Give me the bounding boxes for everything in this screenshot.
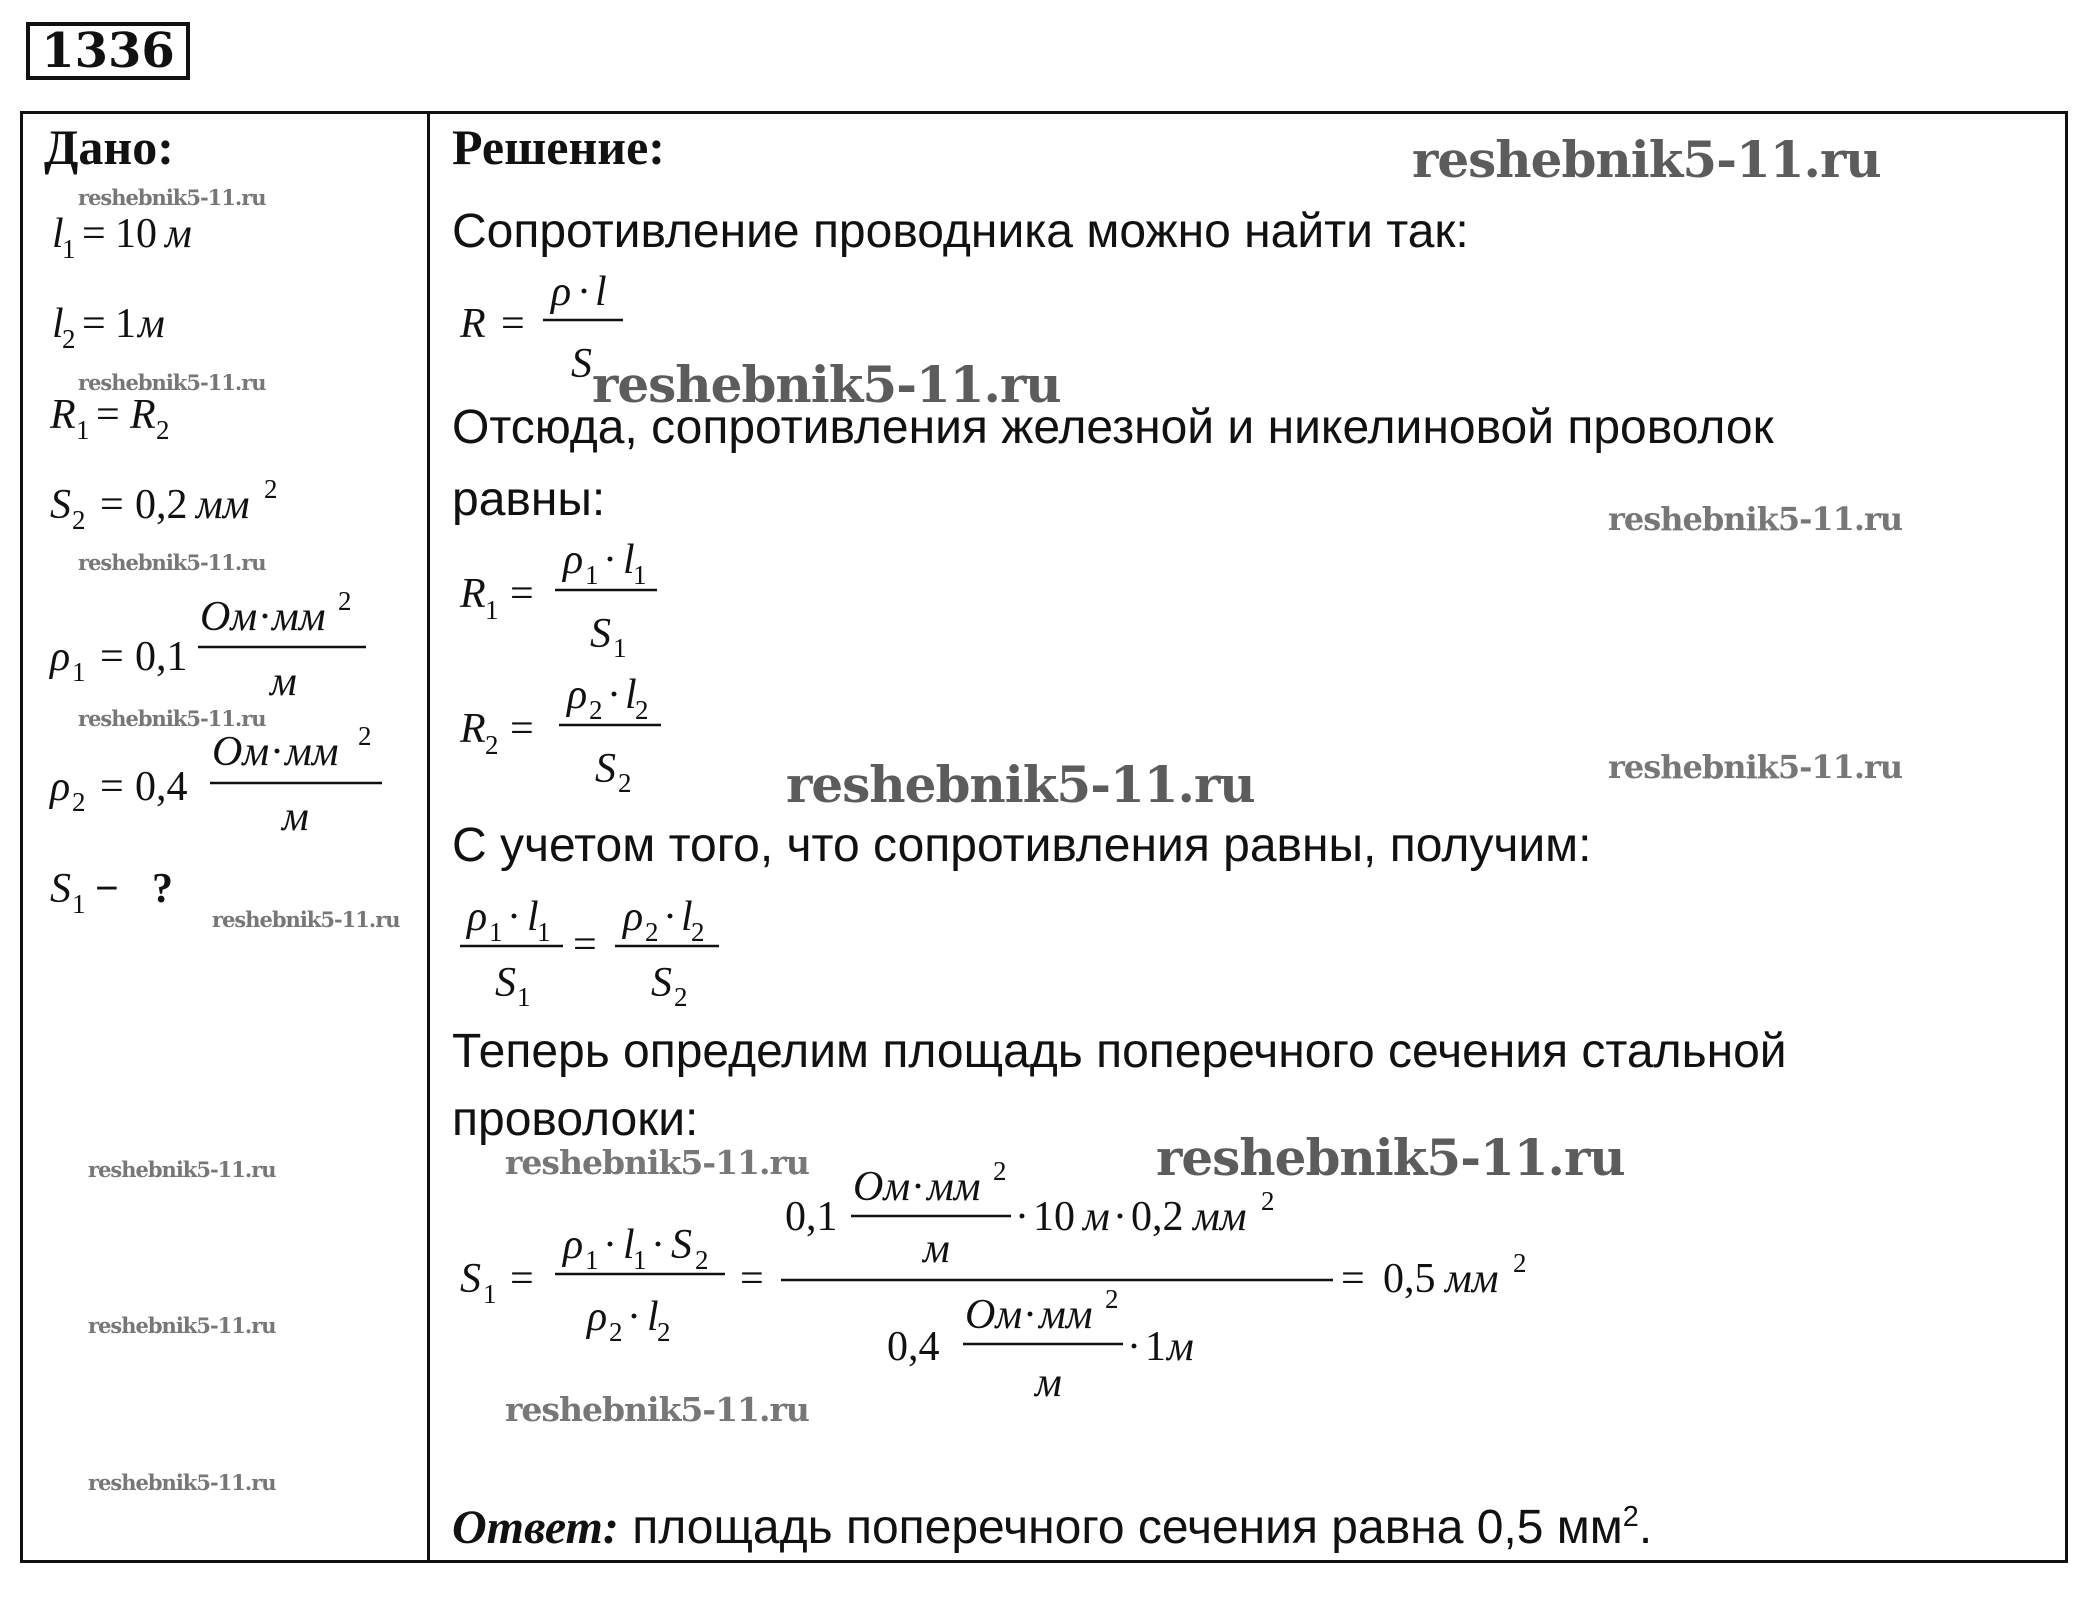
svg-text:S: S (651, 960, 672, 1006)
watermark: reshebnik5-11.ru (786, 755, 1255, 814)
svg-text:R: R (460, 706, 486, 752)
solution-line-4: С учетом того, что сопротивления равны, получим: (452, 819, 1592, 872)
svg-text:·: · (603, 1222, 617, 1268)
svg-text:1: 1 (585, 560, 599, 590)
watermark: reshebnik5-11.ru (78, 370, 266, 395)
watermark: reshebnik5-11.ru (1608, 748, 1903, 786)
svg-text:ρ: ρ (563, 1222, 584, 1268)
svg-text:2: 2 (264, 474, 278, 504)
svg-text:=: = (82, 211, 106, 257)
formula-equality (455, 878, 755, 1018)
svg-text:2: 2 (993, 1156, 1007, 1186)
answer-text: площадь поперечного сечения равна 0,5 мм (632, 1501, 1623, 1554)
svg-text:2: 2 (338, 586, 352, 616)
svg-text:=: = (96, 392, 120, 438)
given-header: Дано: (44, 119, 174, 175)
svg-text:2: 2 (156, 415, 170, 445)
given-find (40, 850, 240, 930)
svg-text:1: 1 (585, 1245, 599, 1275)
svg-text:2: 2 (1105, 1284, 1119, 1314)
svg-text:R: R (460, 571, 486, 617)
watermark: reshebnik5-11.ru (505, 1390, 809, 1429)
svg-text:1: 1 (115, 301, 136, 347)
svg-text:2: 2 (618, 768, 632, 798)
watermark: reshebnik5-11.ru (1156, 1128, 1625, 1187)
svg-text:ρ: ρ (587, 1294, 608, 1340)
svg-text:S: S (595, 746, 616, 792)
svg-text:=: = (100, 634, 124, 680)
svg-text:1: 1 (1145, 1324, 1166, 1370)
svg-text:1: 1 (485, 595, 499, 625)
svg-text:·: · (603, 537, 617, 583)
svg-text:мм: мм (196, 482, 250, 528)
watermark: reshebnik5-11.ru (78, 706, 266, 731)
svg-text:2: 2 (72, 505, 86, 535)
svg-text:l: l (625, 672, 637, 718)
solution-line-1: Сопротивление проводника можно найти так: (452, 205, 1469, 258)
given-l1 (52, 211, 192, 264)
svg-text:·: · (627, 1294, 641, 1340)
column-divider (427, 111, 430, 1563)
svg-text:0,2: 0,2 (135, 482, 188, 528)
svg-text:·: · (258, 594, 272, 640)
watermark: reshebnik5-11.ru (505, 1143, 809, 1182)
solution-line-3: равны: (452, 473, 606, 526)
svg-text:1: 1 (537, 917, 551, 947)
watermark: reshebnik5-11.ru (88, 1470, 276, 1495)
svg-text:l: l (527, 894, 539, 940)
problem-number: 1336 (26, 22, 190, 80)
svg-text:м: м (282, 794, 309, 840)
svg-text:10: 10 (1033, 1194, 1075, 1240)
svg-text:м: м (270, 659, 297, 705)
svg-text:·: · (651, 1222, 665, 1268)
svg-text:2: 2 (485, 730, 499, 760)
svg-text:ρ: ρ (567, 672, 588, 718)
svg-text:0,5: 0,5 (1383, 1256, 1436, 1302)
given-rho1 (48, 586, 366, 705)
svg-text:мм: мм (272, 594, 326, 640)
svg-text:=: = (573, 922, 597, 968)
svg-text:Ом: Ом (212, 729, 270, 775)
svg-text:l: l (595, 269, 607, 315)
svg-text:l: l (623, 1222, 635, 1268)
svg-text:1: 1 (62, 234, 76, 264)
svg-text:·: · (270, 729, 284, 775)
svg-text:=: = (740, 1256, 764, 1302)
svg-text:l: l (623, 537, 635, 583)
svg-text:м: м (923, 1226, 950, 1272)
svg-text:=: = (501, 301, 525, 347)
watermark: reshebnik5-11.ru (88, 1313, 276, 1338)
solution-line-6: проволоки: (452, 1093, 699, 1146)
svg-text:1: 1 (76, 415, 90, 445)
svg-text:м: м (138, 301, 165, 347)
watermark: reshebnik5-11.ru (88, 1157, 276, 1182)
svg-text:ρ: ρ (467, 894, 488, 940)
watermark: reshebnik5-11.ru (78, 550, 266, 575)
svg-text:2: 2 (635, 695, 649, 725)
answer-line (452, 1500, 1652, 1555)
svg-text:2: 2 (62, 324, 76, 354)
svg-text:0,2: 0,2 (1131, 1194, 1184, 1240)
svg-text:1: 1 (633, 560, 647, 590)
solution-line-2: Отсюда, сопротивления железной и никелиновой проволок (452, 401, 1774, 454)
svg-text:Ом: Ом (853, 1164, 911, 1210)
svg-text:2: 2 (609, 1317, 623, 1347)
svg-text:мм: мм (1039, 1292, 1093, 1338)
answer-end: . (1638, 1501, 1653, 1554)
svg-text:=: = (510, 571, 534, 617)
svg-text:R: R (50, 392, 76, 438)
answer-sup: 2 (1622, 1501, 1639, 1533)
svg-text:м: м (165, 211, 192, 257)
svg-text:l: l (647, 1294, 659, 1340)
svg-text:·: · (663, 894, 677, 940)
svg-text:·: · (1113, 1194, 1127, 1240)
svg-text:=: = (100, 764, 124, 810)
watermark: reshebnik5-11.ru (212, 907, 400, 932)
svg-text:мм: мм (1193, 1194, 1247, 1240)
svg-text:1: 1 (489, 917, 503, 947)
solution-header: Решение: (452, 119, 665, 175)
svg-text:−: − (95, 866, 119, 912)
svg-text:2: 2 (657, 1317, 671, 1347)
svg-text:=: = (1341, 1256, 1365, 1302)
svg-text:·: · (507, 894, 521, 940)
watermark: reshebnik5-11.ru (592, 355, 1061, 414)
svg-text:мм: мм (927, 1164, 981, 1210)
svg-text:?: ? (152, 866, 173, 912)
svg-text:R: R (460, 301, 486, 347)
svg-text:·: · (1023, 1292, 1037, 1338)
svg-text:2: 2 (691, 917, 705, 947)
given-r1-r2 (49, 392, 170, 445)
svg-text:2: 2 (589, 695, 603, 725)
svg-text:м: м (1167, 1324, 1194, 1370)
svg-text:S: S (50, 482, 71, 528)
formula-s1-result (455, 1150, 1575, 1420)
watermark: reshebnik5-11.ru (78, 185, 266, 210)
svg-text:0,1: 0,1 (135, 634, 188, 680)
formula-r2 (455, 670, 715, 810)
formula-r1 (455, 535, 715, 665)
svg-text:1: 1 (633, 1245, 647, 1275)
svg-text:1: 1 (483, 1279, 497, 1309)
svg-text:·: · (607, 672, 621, 718)
svg-text:1: 1 (72, 889, 86, 919)
svg-text:ρ: ρ (551, 269, 572, 315)
svg-text:2: 2 (72, 787, 86, 817)
svg-text:10: 10 (115, 211, 157, 257)
svg-text:ρ: ρ (563, 537, 584, 583)
svg-text:0,1: 0,1 (785, 1194, 838, 1240)
svg-text:=: = (510, 706, 534, 752)
svg-text:0,4: 0,4 (887, 1324, 940, 1370)
svg-text:мм: мм (1445, 1256, 1499, 1302)
svg-text:1: 1 (517, 982, 531, 1012)
svg-text:S: S (495, 960, 516, 1006)
svg-text:l: l (52, 301, 64, 347)
svg-text:·: · (911, 1164, 925, 1210)
svg-text:S: S (671, 1222, 692, 1268)
svg-text:2: 2 (358, 721, 372, 751)
svg-text:м: м (1035, 1360, 1062, 1406)
svg-text:2: 2 (1513, 1248, 1527, 1278)
svg-text:2: 2 (674, 982, 688, 1012)
svg-text:2: 2 (1261, 1186, 1275, 1216)
svg-text:=: = (82, 301, 106, 347)
answer-label: Ответ: (452, 1501, 619, 1554)
given-rho2 (48, 721, 382, 840)
svg-text:ρ: ρ (50, 634, 71, 680)
svg-text:2: 2 (695, 1245, 709, 1275)
svg-text:·: · (1015, 1194, 1029, 1240)
svg-text:R: R (130, 392, 156, 438)
svg-text:1: 1 (613, 633, 627, 663)
svg-text:2: 2 (645, 917, 659, 947)
given-l2 (52, 301, 165, 354)
svg-text:м: м (1083, 1194, 1110, 1240)
svg-text:=: = (100, 482, 124, 528)
svg-text:·: · (1127, 1324, 1141, 1370)
svg-text:Ом: Ом (200, 594, 258, 640)
svg-text:l: l (681, 894, 693, 940)
svg-text:S: S (50, 866, 71, 912)
watermark: reshebnik5-11.ru (1412, 130, 1881, 189)
svg-text:ρ: ρ (50, 764, 71, 810)
svg-text:ρ: ρ (623, 894, 644, 940)
solution-line-5: Теперь определим площадь поперечного сечения стальной (452, 1025, 1787, 1078)
svg-text:S: S (460, 1256, 481, 1302)
svg-text:мм: мм (285, 729, 339, 775)
svg-text:S: S (590, 611, 611, 657)
given-s2 (50, 474, 278, 535)
svg-text:S: S (571, 341, 592, 387)
svg-text:Ом: Ом (965, 1292, 1023, 1338)
svg-text:·: · (577, 269, 591, 315)
svg-text:=: = (510, 1256, 534, 1302)
watermark: reshebnik5-11.ru (1608, 500, 1903, 538)
svg-text:1: 1 (72, 657, 86, 687)
svg-text:0,4: 0,4 (135, 764, 188, 810)
svg-text:l: l (52, 211, 64, 257)
